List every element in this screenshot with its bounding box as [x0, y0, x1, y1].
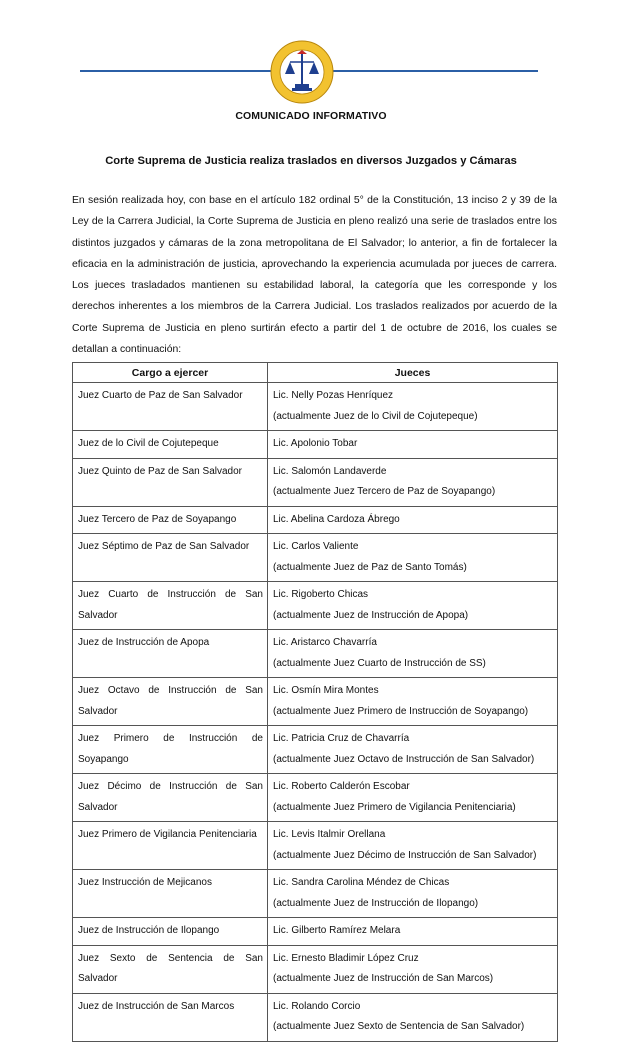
judge-name: Lic. Abelina Cardoza Ábrego: [273, 513, 400, 525]
press-release-headline: Corte Suprema de Justicia realiza traslados en diversos Juzgados y Cámaras: [105, 155, 517, 167]
judge-current-post-note: (actualmente Juez Primero de Vigilancia Penitenciaria): [273, 801, 516, 813]
judge-cell: [268, 383, 558, 431]
table-row: [73, 678, 558, 726]
judge-current-post-note: (actualmente Juez de Paz de Santo Tomás): [273, 561, 467, 573]
table-row: [73, 506, 558, 534]
table-row: [73, 534, 558, 582]
table-row: [73, 458, 558, 506]
judge-cell: [268, 945, 558, 993]
judge-name: Lic. Roberto Calderón Escobar: [273, 781, 410, 792]
judge-cell: [268, 458, 558, 506]
judge-cell: [268, 918, 558, 946]
judge-cell: [268, 506, 558, 534]
judge-current-post-note: (actualmente Juez Décimo de Instrucción de San Salvador): [273, 849, 537, 861]
judge-name: Lic. Osmín Mira Montes: [273, 685, 379, 696]
position-cell: Juez de Instrucción de San Marcos: [73, 993, 268, 1041]
judge-cell: [268, 534, 558, 582]
judge-current-post-note: (actualmente Juez Cuarto de Instrucción de SS): [273, 657, 486, 669]
judge-name: Lic. Patricia Cruz de Chavarría: [273, 733, 410, 744]
judge-name: Lic. Sandra Carolina Méndez de Chicas: [273, 877, 450, 888]
table-row: [73, 726, 558, 774]
judge-name: Lic. Rigoberto Chicas: [273, 589, 369, 600]
judge-current-post-note: (actualmente Juez Primero de Instrucción de Soyapango): [273, 705, 529, 717]
judge-current-post-note: (actualmente Juez Tercero de Paz de Soyapango): [273, 486, 496, 497]
position-cell: Juez de Instrucción de Ilopango: [73, 918, 268, 946]
position-cell: Juez Cuarto de Paz de San Salvador: [73, 383, 268, 431]
table-row: [73, 945, 558, 993]
letterhead: [0, 0, 622, 110]
column-header-judges: Jueces: [268, 363, 558, 383]
judge-cell: [268, 774, 558, 822]
position-cell: Juez Quinto de Paz de San Salvador: [73, 458, 268, 506]
judge-cell: [268, 822, 558, 870]
position-cell: Juez de lo Civil de Cojutepeque: [73, 431, 268, 459]
judge-name: Lic. Gilberto Ramírez Melara: [273, 925, 401, 936]
position-cell: Juez de Instrucción de Apopa: [73, 630, 268, 678]
judge-cell: [268, 870, 558, 918]
judge-current-post-note: (actualmente Juez Sexto de Sentencia de San Salvador): [273, 1021, 525, 1032]
transfers-table: [72, 362, 558, 1042]
table-row: [73, 918, 558, 946]
position-cell: Juez Primero de Vigilancia Penitenciaria: [73, 822, 268, 870]
judge-cell: [268, 582, 558, 630]
judge-cell: [268, 431, 558, 459]
table-row: [73, 582, 558, 630]
table-row: [73, 993, 558, 1041]
position-cell: Juez Primero de Instrucción de Soyapango: [73, 726, 268, 774]
table-header-row: [73, 363, 558, 383]
judge-name: Lic. Ernesto Bladimir López Cruz: [273, 952, 419, 964]
position-cell: Juez Instrucción de Mejicanos: [73, 870, 268, 918]
table-row: [73, 870, 558, 918]
position-cell: Juez Décimo de Instrucción de San Salvador: [73, 774, 268, 822]
body-paragraph: En sesión realizada hoy, con base en el artículo 182 ordinal 5° de la Constitución, 13 inciso 2 y 39 de la Ley de la Carrera Judicial, la Corte Suprema de Justicia en pleno realizó una serie de traslados entre los distintos juzgados y cámaras de la zona metropolitana de El Salvador; lo anterior, a fin de fortalecer la eficacia en la administración de justicia, aprovechando la experiencia acumulada por jueces de carrera. Los jueces trasladados mantienen su estabilidad laboral, la categoría que les corresponde y los derechos inherentes a los miembros de la Carrera Judicial. Los traslados realizados por acuerdo de la Corte Suprema de Justicia en pleno surtirán efecto a partir del 1 de octubre de 2016, los cuales se detallan a continuación:: [72, 195, 557, 356]
judge-name: Lic. Apolonio Tobar: [273, 438, 358, 449]
judge-current-post-note: (actualmente Juez de lo Civil de Cojutepeque): [273, 410, 478, 422]
judge-current-post-note: (actualmente Juez de Instrucción de Ilopango): [273, 897, 479, 909]
judge-name: Lic. Aristarco Chavarría: [273, 637, 377, 648]
judge-current-post-note: (actualmente Juez de Instrucción de Apopa): [273, 609, 469, 621]
judge-name: Lic. Levis Italmir Orellana: [273, 829, 386, 840]
judge-name: Lic. Carlos Valiente: [273, 541, 359, 552]
column-header-position: Cargo a ejercer: [73, 363, 268, 383]
judge-name: Lic. Nelly Pozas Henríquez: [273, 390, 394, 401]
table-row: [73, 383, 558, 431]
court-seal-logo: [270, 40, 334, 104]
position-cell: Juez Séptimo de Paz de San Salvador: [73, 534, 268, 582]
judge-cell: [268, 678, 558, 726]
position-cell: Juez Cuarto de Instrucción de San Salvador: [73, 582, 268, 630]
document-type-heading: COMUNICADO INFORMATIVO: [235, 110, 387, 122]
judge-current-post-note: (actualmente Juez de Instrucción de San Marcos): [273, 973, 494, 984]
table-row: [73, 431, 558, 459]
position-cell: Juez Tercero de Paz de Soyapango: [73, 506, 268, 534]
judge-cell: [268, 993, 558, 1041]
judge-cell: [268, 726, 558, 774]
judge-current-post-note: (actualmente Juez Octavo de Instrucción de San Salvador): [273, 753, 535, 765]
judge-name: Lic. Salomón Landaverde: [273, 465, 387, 477]
position-cell: Juez Sexto de Sentencia de San Salvador: [73, 945, 268, 993]
judge-name: Lic. Rolando Corcio: [273, 1000, 361, 1012]
position-cell: Juez Octavo de Instrucción de San Salvador: [73, 678, 268, 726]
table-row: [73, 822, 558, 870]
table-row: [73, 774, 558, 822]
judge-cell: [268, 630, 558, 678]
table-row: [73, 630, 558, 678]
